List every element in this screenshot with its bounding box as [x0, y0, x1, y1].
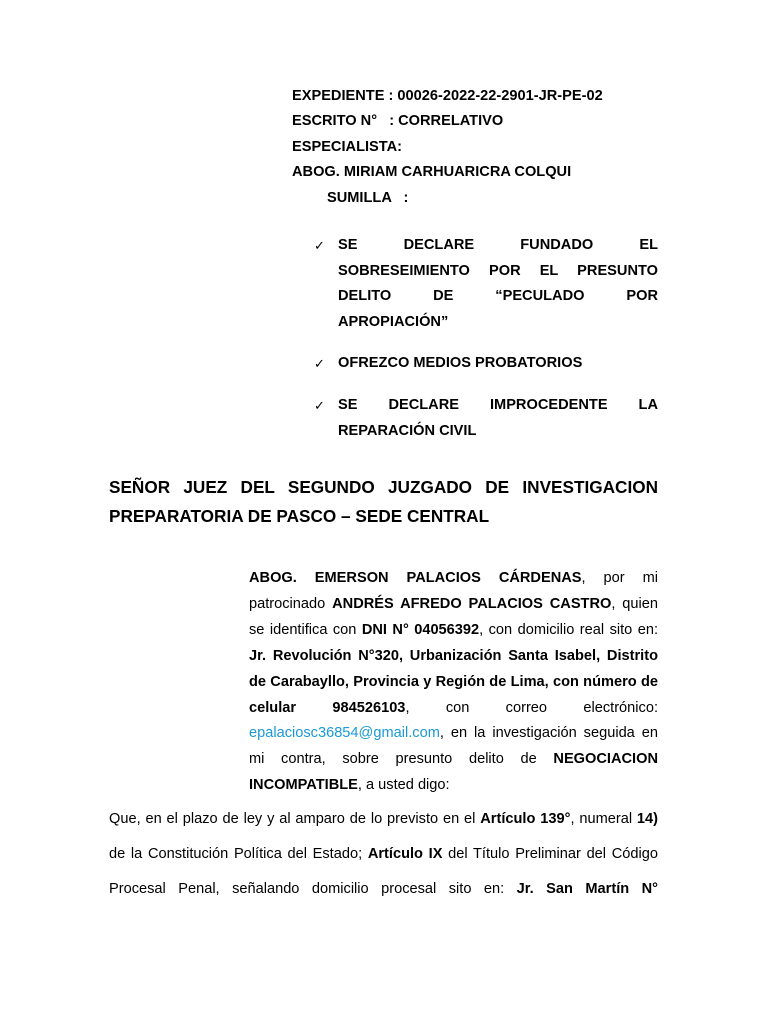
- abogada-line: ABOG. MIRIAM CARHUARICRA COLQUI: [292, 164, 572, 181]
- body-text: del Título Preliminar del Código Procesal Penal, señalando domicilio procesal sito en:: [109, 846, 658, 897]
- intro-paragraph: [249, 566, 658, 799]
- email-link[interactable]: epalaciosc36854@gmail.com: [249, 725, 440, 742]
- article-139: Artículo 139°: [480, 811, 571, 827]
- intro-text: , quien se identifica con: [249, 595, 658, 638]
- intro-text: , por mi patrocinado: [249, 570, 658, 612]
- intro-text: , a usted digo:: [357, 777, 450, 794]
- body-text: Que, en el plazo de ley y al amparo de lo previsto en el: [109, 811, 481, 827]
- addressee-heading: SEÑOR JUEZ DEL SEGUNDO JUZGADO DE INVESTIGACION PREPARATORIA DE PASCO – SEDE CENTRAL: [109, 477, 658, 526]
- case-header: [292, 84, 603, 211]
- check-icon: ✓: [314, 356, 325, 372]
- crime-name: NEGOCIACION INCOMPATIBLE: [249, 751, 658, 794]
- checklist-item-text: SE DECLARE FUNDADO EL SOBRESEIMIENTO POR EL PRESUNTO DELITO DE “PECULADO POR APROPIACIÓN”: [338, 237, 658, 330]
- intro-text: , en la investigación seguida en mi contra, sobre presunto delito de: [249, 725, 658, 768]
- lawyer-name: ABOG. EMERSON PALACIOS CÁRDENAS: [249, 570, 582, 586]
- dni-number: DNI N° 04056392: [361, 621, 480, 638]
- checklist-item-text: SE DECLARE IMPROCEDENTE LA REPARACIÓN CIVIL: [338, 396, 658, 439]
- checklist-item: [314, 233, 658, 335]
- expediente-line: EXPEDIENTE : 00026-2022-22-2901-JR-PE-02: [292, 88, 603, 104]
- procedural-address: Jr. San Martín N°: [516, 881, 658, 897]
- client-name: ANDRÉS AFREDO PALACIOS CASTRO: [332, 595, 612, 612]
- checklist-item: [314, 351, 658, 377]
- check-icon: ✓: [314, 397, 325, 413]
- escrito-line: ESCRITO N° : CORRELATIVO: [292, 113, 504, 130]
- article-ix: Artículo IX: [367, 846, 443, 862]
- client-address: Jr. Revolución N°320, Urbanización Santa Isabel, Distrito de Carabayllo, Provincia y Región de Lima, con número de celular 984526103: [249, 647, 658, 716]
- sumilla-checklist: [314, 233, 658, 444]
- checklist-item-text: OFREZCO MEDIOS PROBATORIOS: [338, 355, 583, 372]
- numeral-14: 14): [636, 811, 659, 827]
- body-text: de la Constitución Política del Estado;: [109, 846, 368, 862]
- intro-text: , con domicilio real sito en:: [479, 621, 658, 638]
- body-text: , numeral: [570, 811, 637, 827]
- checklist-item: [314, 393, 658, 444]
- especialista-line: ESPECIALISTA:: [292, 138, 403, 155]
- check-icon: ✓: [314, 238, 325, 253]
- intro-text: , con correo electrónico:: [405, 699, 659, 716]
- body-paragraph: [109, 802, 658, 907]
- sumilla-line: SUMILLA :: [327, 189, 409, 206]
